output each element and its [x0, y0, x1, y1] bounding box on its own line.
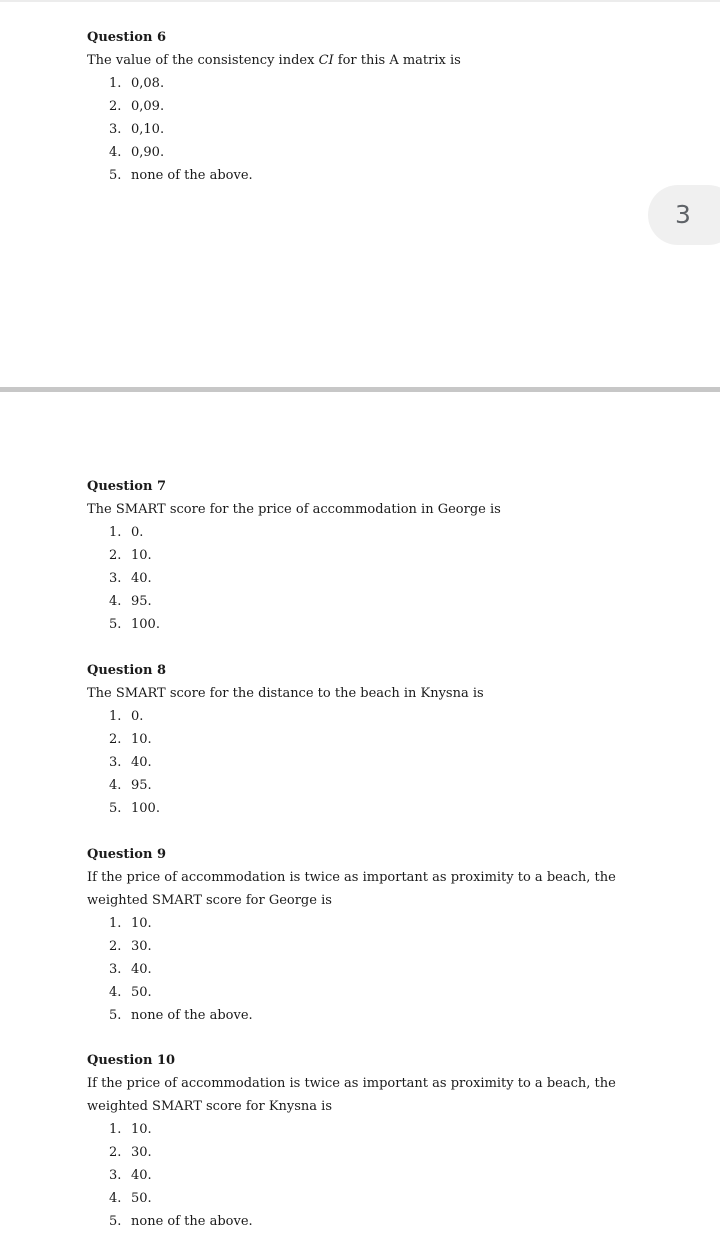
option-item: [87, 705, 647, 728]
option-label: 50.: [131, 1191, 152, 1206]
option-label: 0,09.: [131, 99, 165, 114]
question-title: Question 10: [87, 1053, 176, 1068]
option-number: 5.: [109, 801, 122, 816]
option-item: [87, 118, 647, 141]
option-number: 4.: [109, 1191, 122, 1206]
page-number-label: 3: [675, 200, 691, 229]
option-number: 4.: [109, 778, 122, 793]
option-item: [87, 590, 647, 613]
option-label: 100.: [131, 617, 160, 632]
option-label: none of the above.: [131, 168, 253, 183]
option-item: [87, 1210, 647, 1233]
question-text-end: for this A matrix is: [333, 53, 461, 68]
option-number: 4.: [109, 145, 122, 160]
option-list: [87, 521, 647, 636]
question-text-start: The value of the consistency index: [87, 53, 319, 68]
question-title: Question 8: [87, 663, 167, 678]
option-list: [87, 912, 647, 1027]
question-8: [87, 659, 647, 820]
question-text-line-2: weighted SMART score for George is: [87, 893, 332, 908]
option-number: 2.: [109, 548, 122, 563]
option-number: 5.: [109, 1008, 122, 1023]
option-item: [87, 613, 647, 636]
question-text-line-1: If the price of accommodation is twice as important as proximity to a beach, the: [87, 1076, 616, 1091]
option-label: 100.: [131, 801, 160, 816]
option-label: 95.: [131, 594, 152, 609]
option-number: 3.: [109, 571, 122, 586]
option-label: 95.: [131, 778, 152, 793]
option-item: [87, 1118, 647, 1141]
question-title: Question 9: [87, 847, 167, 862]
option-label: 30.: [131, 939, 152, 954]
option-label: 10.: [131, 916, 152, 931]
option-item: [87, 728, 647, 751]
option-label: 10.: [131, 1122, 152, 1137]
option-item: [87, 544, 647, 567]
option-label: 40.: [131, 755, 152, 770]
option-number: 2.: [109, 99, 122, 114]
question-9: [87, 843, 647, 1027]
option-number: 5.: [109, 1214, 122, 1229]
option-item: [87, 521, 647, 544]
option-item: [87, 958, 647, 981]
option-item: [87, 797, 647, 820]
option-number: 2.: [109, 732, 122, 747]
question-text: [87, 49, 647, 72]
option-list: [87, 72, 647, 187]
option-number: 3.: [109, 122, 122, 137]
option-number: 1.: [109, 525, 122, 540]
option-label: 40.: [131, 962, 152, 977]
option-item: [87, 981, 647, 1004]
option-item: [87, 912, 647, 935]
option-label: 40.: [131, 571, 152, 586]
option-list: [87, 1118, 647, 1233]
option-label: 30.: [131, 1145, 152, 1160]
option-number: 1.: [109, 916, 122, 931]
option-label: 0.: [131, 525, 144, 540]
option-label: 10.: [131, 548, 152, 563]
question-text-line-1: If the price of accommodation is twice as important as proximity to a beach, the: [87, 870, 616, 885]
option-label: 40.: [131, 1168, 152, 1183]
option-item: [87, 1141, 647, 1164]
option-number: 1.: [109, 1122, 122, 1137]
option-label: 50.: [131, 985, 152, 1000]
option-number: 1.: [109, 76, 122, 91]
option-item: [87, 774, 647, 797]
option-item: [87, 751, 647, 774]
option-label: none of the above.: [131, 1008, 253, 1023]
option-number: 5.: [109, 617, 122, 632]
option-number: 5.: [109, 168, 122, 183]
option-item: [87, 72, 647, 95]
option-item: [87, 1187, 647, 1210]
option-item: [87, 1004, 647, 1027]
option-number: 2.: [109, 1145, 122, 1160]
question-text: The SMART score for the price of accommodation in George is: [87, 502, 501, 517]
option-list: [87, 705, 647, 820]
question-title: Question 7: [87, 479, 167, 494]
option-number: 3.: [109, 962, 122, 977]
option-item: [87, 935, 647, 958]
option-label: 10.: [131, 732, 152, 747]
question-text-line-2: weighted SMART score for Knysna is: [87, 1099, 333, 1114]
option-item: [87, 141, 647, 164]
question-10: [87, 1049, 647, 1233]
option-number: 3.: [109, 1168, 122, 1183]
option-number: 2.: [109, 939, 122, 954]
option-label: 0,08.: [131, 76, 165, 91]
option-label: 0,10.: [131, 122, 165, 137]
option-number: 4.: [109, 985, 122, 1000]
question-6: [87, 26, 647, 187]
option-item: [87, 164, 647, 187]
option-item: [87, 95, 647, 118]
question-7: [87, 475, 647, 636]
option-number: 1.: [109, 709, 122, 724]
option-item: [87, 567, 647, 590]
option-label: 0,90.: [131, 145, 165, 160]
option-number: 4.: [109, 594, 122, 609]
option-number: 3.: [109, 755, 122, 770]
option-label: none of the above.: [131, 1214, 253, 1229]
question-text: The SMART score for the distance to the beach in Knysna is: [87, 686, 484, 701]
option-item: [87, 1164, 647, 1187]
page-number-indicator[interactable]: [648, 185, 720, 245]
question-text-italic: CI: [318, 53, 334, 68]
question-title: Question 6: [87, 30, 167, 45]
option-label: 0.: [131, 709, 144, 724]
